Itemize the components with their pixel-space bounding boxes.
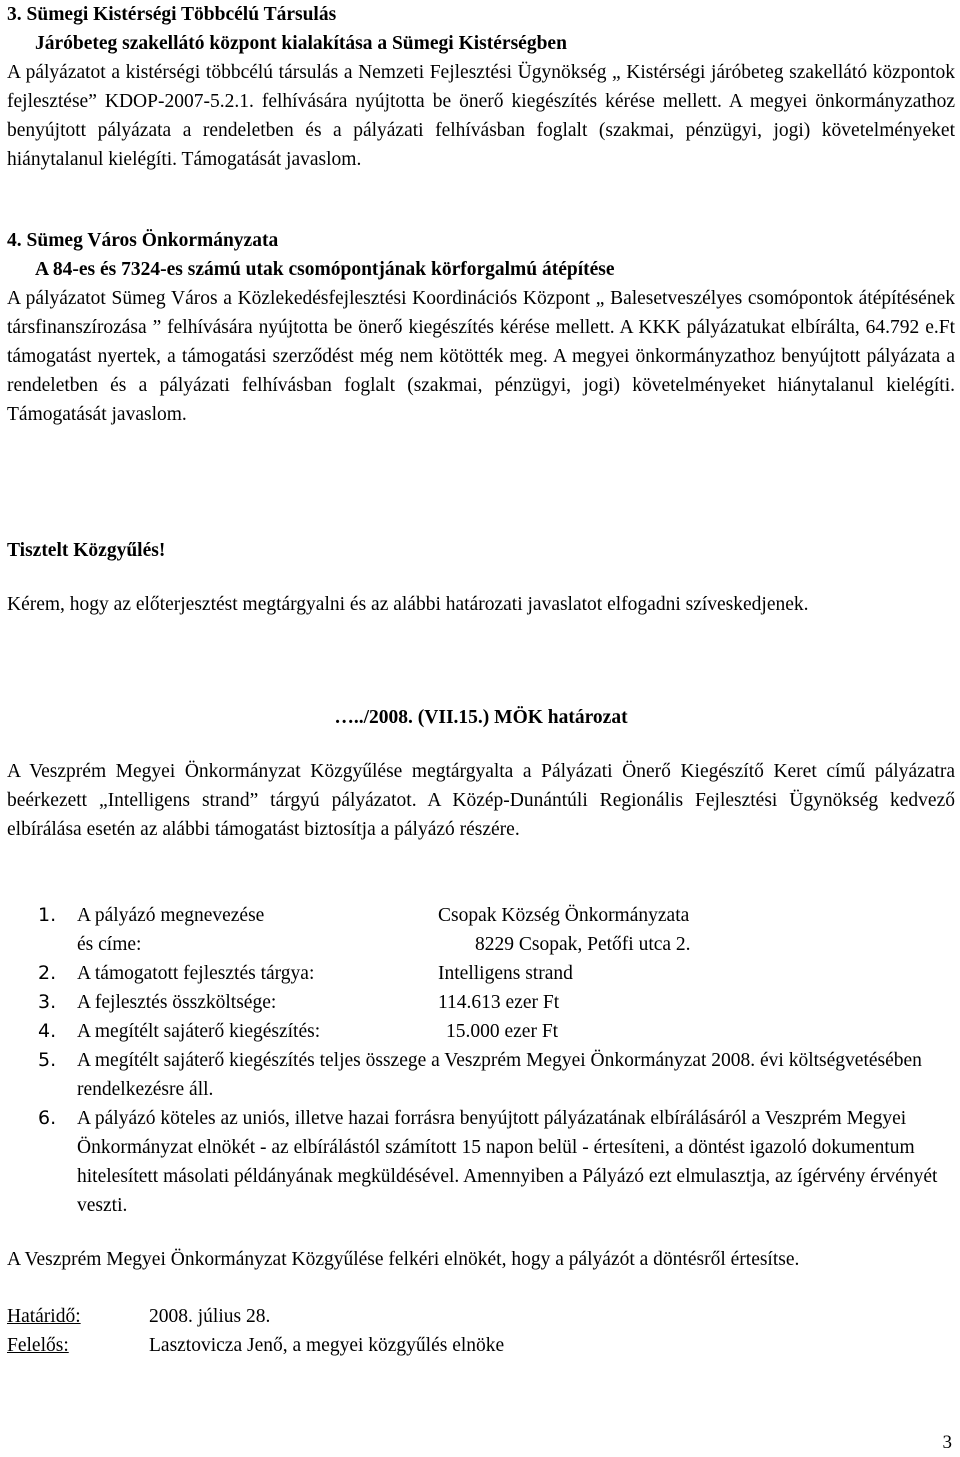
item-number: 4.: [38, 1020, 57, 1042]
greeting: Tisztelt Közgyűlés!: [7, 540, 166, 561]
resolution-body: A Veszprém Megyei Önkormányzat Közgyűlése megtárgyalta a Pályázati Önerő Kiegészítő Keret című pályázatra beérkezett „Intelligens strand” tárgyú pályázatot. A Közép-Dunántúli Regionális Fejlesztési Ügynökség kedvező elbírálása esetén az alábbi támogatást biztosítja a pályázó részére.: [7, 761, 955, 840]
request-paragraph: Kérem, hogy az előterjesztést megtárgyalni és az alábbi határozati javaslatot elfogadni szíveskedjenek.: [7, 594, 809, 615]
list-item: [7, 1017, 955, 1046]
responsible-label: Felelős:: [7, 1335, 69, 1356]
section-4-heading: 4. Sümeg Város Önkormányzata: [7, 230, 279, 251]
section-3-subtitle: Járóbeteg szakellátó központ kialakítása a Sümegi Kistérségben: [35, 33, 567, 54]
item-value: 114.613 ezer Ft: [438, 992, 560, 1013]
section-3-body: A pályázatot a kistérségi többcélú társulás a Nemzeti Fejlesztési Ügynökség „ Kistérségi járóbeteg szakellátó központok fejlesztése” KDOP-2007-5.2.1. felhívására nyújtotta be önerő kiegészítés kérése mellett. A megyei önkormányzathoz benyújtott pályázata a rendeletben és a pályázati felhívásban foglalt (szakmai, pénzügyi, jogi) követelményeket hiánytalanul kielégíti. Támogatását javaslom.: [7, 62, 955, 170]
resolution-title: …../2008. (VII.15.) MÖK határozat: [334, 707, 628, 728]
section-4-body: A pályázatot Sümeg Város a Közlekedésfejlesztési Koordinációs Központ „ Balesetveszélyes csomópontok átépítésének társfinanszírozása ” felhívására nyújtotta be önerő kiegészítés kérése mellett. A KKK pályázatukat elbírálta, 64.792 e.Ft támogatást nyertek, a támogatási szerződést még nem kötötték meg. A megyei önkormányzathoz benyújtott pályázata a rendeletben és a pályázati felhívásban foglalt (szakmai, pénzügyi, jogi) követelményeket hiánytalanul kielégíti. Támogatását javaslom.: [7, 288, 955, 425]
closing-paragraph: A Veszprém Megyei Önkormányzat Közgyűlése felkéri elnökét, hogy a pályázót a döntésről értesítse.: [7, 1249, 800, 1270]
page-number: 3: [942, 1432, 952, 1453]
item-number: 1.: [38, 904, 57, 926]
item-text: A pályázó köteles az uniós, illetve hazai forrásra benyújtott pályázatának elbírálásáról a Veszprém Megyei Önkormányzat elnökét - az elbírálástól számított 15 napon belül - értesíteni, a döntést igazoló dokumentum hitelesített másolati példányának megküldésével. Amennyiben a Pályázó ezt elmulasztja, az ígérvény érvényét veszti.: [77, 1108, 938, 1216]
list-item: [7, 959, 955, 988]
item-value: Intelligens strand: [438, 963, 573, 984]
deadline-block: [7, 1302, 955, 1360]
item-value: 15.000 ezer Ft: [446, 1021, 559, 1042]
item-number: 3.: [38, 991, 57, 1013]
section-3: [7, 0, 955, 174]
resolution-items: [7, 901, 955, 1220]
section-3-heading: 3. Sümegi Kistérségi Többcélú Társulás: [7, 4, 337, 25]
item-number: 6.: [38, 1107, 57, 1129]
list-item: [7, 1046, 955, 1104]
section-4-subtitle: A 84-es és 7324-es számú utak csomópontjának körforgalmú átépítése: [35, 259, 615, 280]
item-label: A fejlesztés összköltsége:: [77, 992, 277, 1013]
item-number: 2.: [38, 962, 57, 984]
item-label: A támogatott fejlesztés tárgya:: [77, 963, 315, 984]
item-label-secondary: és címe:: [77, 934, 142, 955]
section-4: [7, 226, 955, 429]
item-value: Csopak Község Önkormányzata: [438, 905, 690, 926]
deadline-label: Határidő:: [7, 1306, 81, 1327]
item-number: 5.: [38, 1049, 57, 1071]
deadline-value: 2008. július 28.: [149, 1306, 271, 1327]
item-text: A megítélt sajáterő kiegészítés teljes összege a Veszprém Megyei Önkormányzat 2008. évi költségvetésében rendelkezésre áll.: [77, 1050, 922, 1100]
item-value-secondary: 8229 Csopak, Petőfi utca 2.: [475, 934, 691, 955]
item-label: A megítélt sajáterő kiegészítés:: [77, 1021, 321, 1042]
responsible-value: Lasztovicza Jenő, a megyei közgyűlés elnöke: [149, 1335, 505, 1356]
list-item: [7, 901, 955, 959]
list-item: [7, 988, 955, 1017]
list-item: [7, 1104, 955, 1220]
item-label: A pályázó megnevezése: [77, 905, 265, 926]
